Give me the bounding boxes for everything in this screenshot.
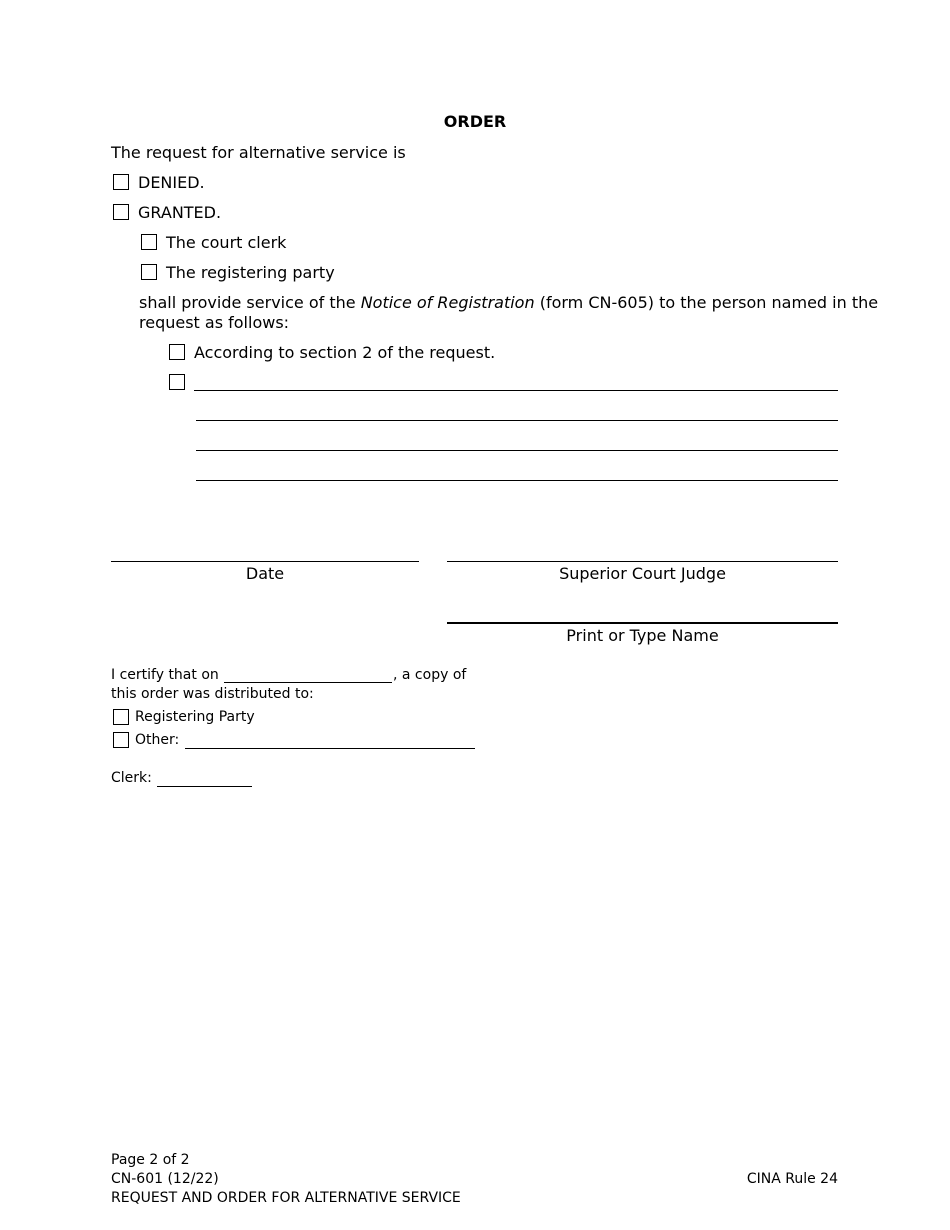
certify-text-pre: I certify that on — [111, 667, 219, 683]
clerk-label: Clerk: — [111, 770, 152, 786]
certify-other-label: Other: — [135, 732, 180, 748]
court-clerk-checkbox[interactable] — [141, 234, 157, 250]
registering-party-label: The registering party — [166, 263, 335, 282]
certify-registering-party-checkbox[interactable] — [113, 709, 129, 725]
service-text-line2: request as follows: — [139, 313, 290, 332]
granted-checkbox[interactable] — [113, 204, 129, 220]
other-method-line-3[interactable] — [196, 450, 838, 451]
footer-page-number: Page 2 of 2 — [111, 1152, 190, 1168]
service-text-pre: shall provide service of the — [139, 293, 361, 312]
order-intro-text: The request for alternative service is — [111, 143, 406, 162]
clerk-signature-line[interactable] — [157, 786, 252, 787]
footer-rule: CINA Rule 24 — [746, 1171, 838, 1187]
denied-checkbox[interactable] — [113, 174, 129, 190]
notice-of-registration-title: Notice of Registration — [360, 293, 535, 312]
other-method-line-1[interactable] — [194, 390, 838, 391]
print-name-line[interactable] — [447, 622, 838, 624]
footer-form-title: REQUEST AND ORDER FOR ALTERNATIVE SERVICE — [111, 1190, 461, 1206]
granted-label: GRANTED. — [138, 203, 222, 222]
print-name-label: Print or Type Name — [566, 626, 719, 645]
section2-label: According to section 2 of the request. — [194, 343, 496, 362]
service-text — [139, 293, 878, 312]
other-method-checkbox[interactable] — [169, 374, 185, 390]
certify-other-line[interactable] — [185, 748, 475, 749]
date-label: Date — [245, 564, 285, 583]
service-text-post: (form CN-605) to the person named in the — [534, 293, 879, 312]
denied-label: DENIED. — [138, 173, 205, 192]
certify-other-checkbox[interactable] — [113, 732, 129, 748]
certify-text-line2: this order was distributed to: — [111, 686, 314, 702]
certify-text-post: , a copy of — [393, 667, 467, 683]
date-signature-line[interactable] — [111, 561, 419, 562]
order-title: ORDER — [443, 112, 507, 131]
other-method-line-4[interactable] — [196, 480, 838, 481]
certify-date-line[interactable] — [224, 682, 392, 683]
footer-form-number: CN-601 (12/22) — [111, 1171, 219, 1187]
section2-checkbox[interactable] — [169, 344, 185, 360]
judge-signature-line[interactable] — [447, 561, 838, 562]
court-clerk-label: The court clerk — [166, 233, 287, 252]
registering-party-checkbox[interactable] — [141, 264, 157, 280]
judge-label: Superior Court Judge — [559, 564, 726, 583]
other-method-line-2[interactable] — [196, 420, 838, 421]
certify-registering-party-label: Registering Party — [135, 709, 255, 725]
